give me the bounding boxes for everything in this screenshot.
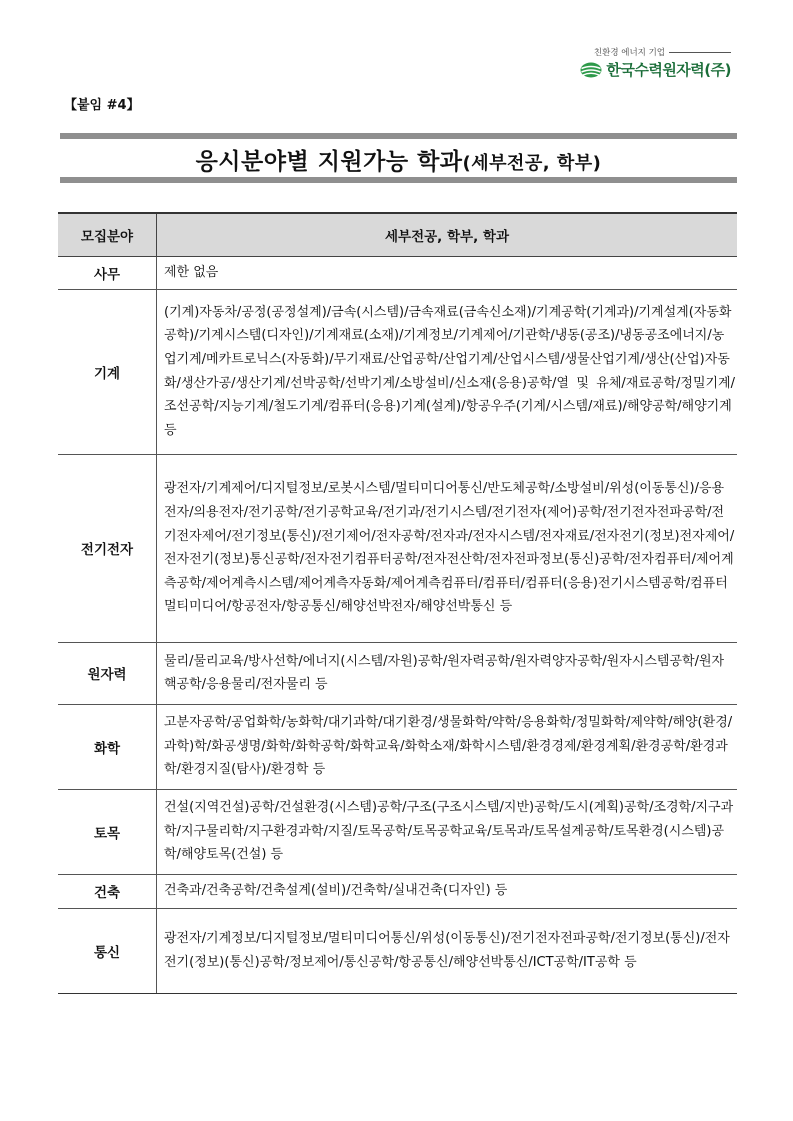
row-category: 건축 [58,874,157,908]
row-category: 토목 [58,789,157,874]
logo-mark-icon [580,62,602,78]
table-row [58,454,737,642]
row-details: 광전자/기계정보/디지털정보/멀티미디어통신/위성(이동통신)/전기전자전파공학/전기정보(통신)/전자전기(정보)(통신)공학/정보제어/통신공학/항공통신/해양선박통신/ICT공학/IT공학 등 [157,908,738,993]
logo-company-name: 한국수력원자력(주) [606,61,731,79]
title-rule-bottom [60,177,737,183]
logo-tagline-rule [669,52,731,53]
table-row [58,257,737,290]
row-category: 원자력 [58,642,157,704]
page-title [60,143,737,176]
logo-main [580,59,731,80]
row-details: 물리/물리교육/방사선학/에너지(시스템/자원)공학/원자력공학/원자력양자공학/원자시스템공학/원자핵공학/응용물리/전자물리 등 [157,642,738,704]
logo-tagline: 친환경 에너지 기업 [593,48,665,58]
row-category: 전기전자 [58,454,157,642]
table-row [58,289,737,454]
table-row [58,642,737,704]
row-category: 사무 [58,257,157,290]
row-details: 건설(지역건설)공학/건설환경(시스템)공학/구조(구조시스템/지반)공학/도시(계획)공학/조경학/지구과학/지구물리학/지구환경과학/지질/토목공학/토목공학교육/토목과/토목설계공학/토목환경(시스템)공학/해양토목(건설) 등 [157,789,738,874]
page-title-main: 응시분야별 지원가능 학과 [195,149,463,175]
title-rule-top [60,133,737,139]
row-details: 제한 없음 [157,257,738,290]
table-row [58,874,737,908]
header-details: 세부전공, 학부, 학과 [157,213,738,257]
row-category: 통신 [58,908,157,993]
table-row [58,704,737,789]
row-category: 기계 [58,289,157,454]
table-row [58,789,737,874]
department-table [58,212,737,994]
row-details: 광전자/기계제어/디지털정보/로봇시스템/멀티미디어통신/반도체공학/소방설비/위성(이동통신)/응용전자/의용전자/전기공학/전기공학교육/전기과/전기시스템/전기전자(제어)공학/전기전자전파공학/전기전자제어/전기정보(통신)/전기제어/전자공학/전자과/전자시스템/전자재료/전자전기(정보)전자제어/전자전기(정보)통신공학/전자전기컴퓨터공학/전자전산학/전자전파정보(통신)공학/전자컴퓨터/제어계측공학/제어계측시스템/제어계측자동화/제어계측컴퓨터/컴퓨터/컴퓨터(응용)전기시스템공학/컴퓨터멀티미디어/항공전자/항공통신/해양선박전자/해양선박통신 등 [157,454,738,642]
khnp-logo [556,46,731,84]
page-title-sub: (세부전공, 학부) [462,153,602,174]
attachment-label: 【붙임 #4】 [64,98,140,113]
row-category: 화학 [58,704,157,789]
row-details: 고분자공학/공업화학/농화학/대기과학/대기환경/생물화학/약학/응용화학/정밀화학/제약학/해양(환경/과학)학/화공생명/화학/화학공학/화학교육/화학소재/화학시스템/환경경제/환경계획/환경공학/환경과학/환경지질(탐사)/환경학 등 [157,704,738,789]
table-header-row [58,213,737,257]
table-row [58,908,737,993]
row-details: (기계)자동차/공정(공정설계)/금속(시스템)/금속재료(금속신소재)/기계공학(기계과)/기계설계(자동화공학)/기계시스템(디자인)/기계재료(소재)/기계정보/기계제어/기관학/냉동(공조)/냉동공조에너지/농업기계/메카트로닉스(자동화)/무기재료/산업공학/산업기계/산업시스템/생물산업기계/생산(산업)자동화/생산가공/생산기계/선박공학/선박기계/소방설비/신소재(응용)공학/열 및 유체/재료공학/정밀기계/조선공학/지능기계/철도기계/컴퓨터(응용)기계(설계)/항공우주(기계/시스템/재료)/해양공학/해양기계 등 [157,289,738,454]
row-details: 건축과/건축공학/건축설계(설비)/건축학/실내건축(디자인) 등 [157,874,738,908]
logo-tagline-row [594,46,731,58]
header-category: 모집분야 [58,213,157,257]
